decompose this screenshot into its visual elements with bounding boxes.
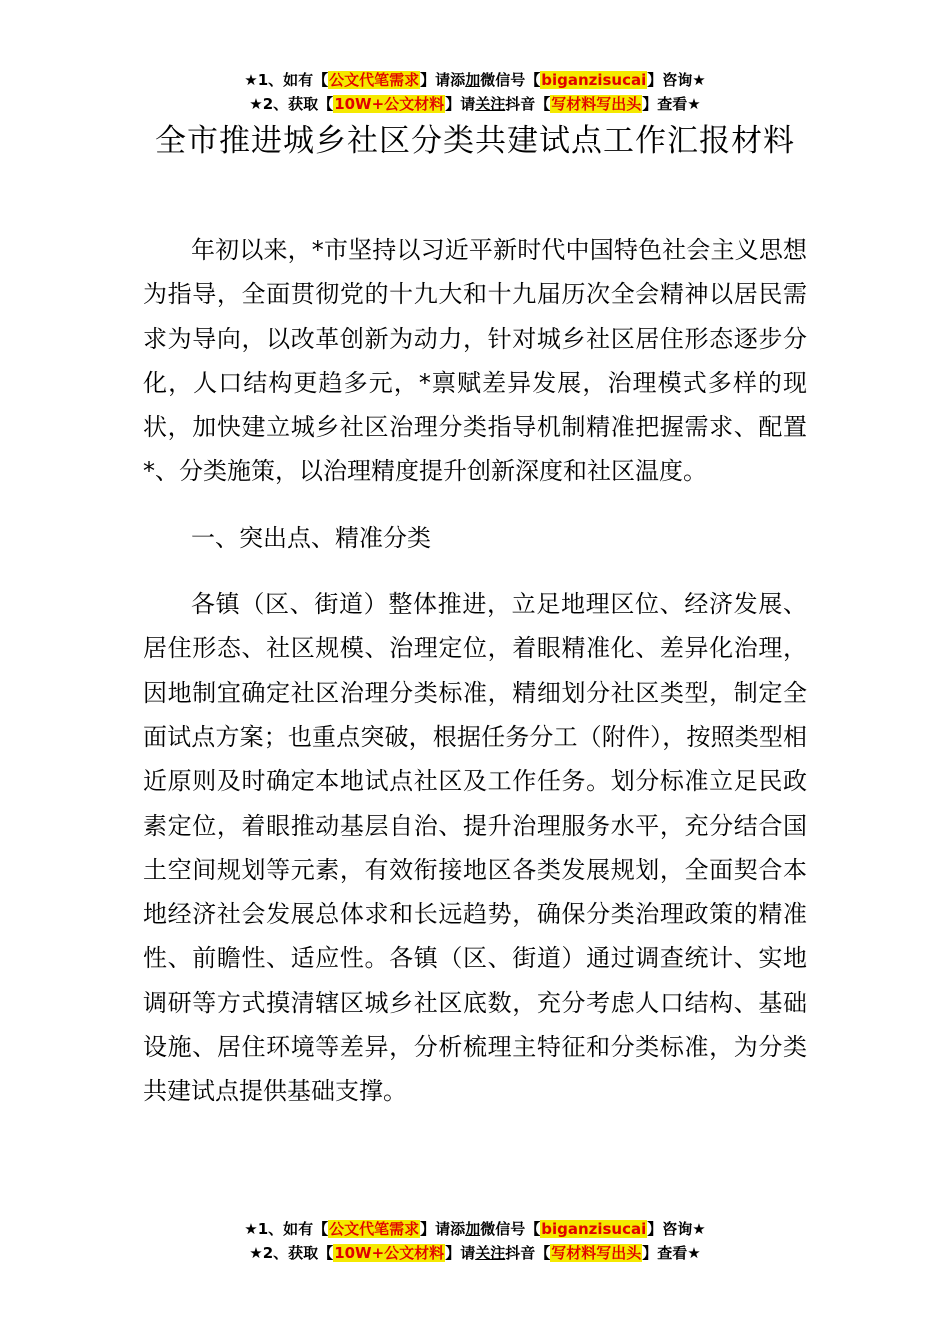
banner-line-2 <box>0 1241 950 1265</box>
section-heading: 一、突出点、精准分类 <box>191 523 431 552</box>
banner-text: 】咨询★ <box>647 1220 706 1238</box>
banner-text-underlined: 关注 <box>475 1244 506 1262</box>
banner-text: ★1、如有【 <box>244 1220 329 1238</box>
banner-line-1 <box>0 68 950 92</box>
banner-line-1 <box>0 1217 950 1241</box>
banner-text: 】查看★ <box>642 95 701 113</box>
banner-text: 】查看★ <box>642 1244 701 1262</box>
highlight-douyin-account: 写材料写出头 <box>551 95 642 113</box>
banner-text: ★1、如有【 <box>244 71 329 89</box>
footer-banner <box>0 1217 950 1265</box>
highlight-ghostwriting: 公文代笔需求 <box>329 71 420 89</box>
banner-text: 微信号【 <box>480 71 541 89</box>
banner-text: 】请 <box>445 1244 476 1262</box>
banner-text: ★2、获取【 <box>249 1244 334 1262</box>
highlight-ghostwriting: 公文代笔需求 <box>329 1220 420 1238</box>
highlight-materials: 10W+公文材料 <box>334 95 445 113</box>
banner-text: 】请 <box>445 95 476 113</box>
banner-text: 抖音【 <box>505 1244 551 1262</box>
banner-text: 】请添 <box>420 71 466 89</box>
banner-line-2 <box>0 92 950 116</box>
header-banner <box>0 68 950 116</box>
highlight-wechat-id: biganzisucai <box>541 71 647 89</box>
highlight-materials: 10W+公文材料 <box>334 1244 445 1262</box>
highlight-douyin-account: 写材料写出头 <box>551 1244 642 1262</box>
document-body <box>143 228 807 1136</box>
section-paragraph: 各镇（区、街道）整体推进，立足地理区位、经济发展、居住形态、社区规模、治理定位，着眼精准化、差异化治理，因地制宜确定社区治理分类标准，精细划分社区类型，制定全面试点方案；也重点突破，根据任务分工（附件），按照类型相近原则及时确定本地试点社区及工作任务。划分标准立足民政素定位，着眼推动基层自治、提升治理服务水平，充分结合国土空间规划等元素，有效衔接地区各类发展规划，全面契合本地经济社会发展总体求和长远趋势，确保分类治理政策的精准性、前瞻性、适应性。各镇（区、街道）通过调查统计、实地调研等方式摸清辖区城乡社区底数，充分考虑人口结构、基础设施、居住环境等差异，分析梳理主特征和分类标准，为分类共建试点提供基础支撑。 <box>143 590 807 1106</box>
banner-text-underlined: 加 <box>465 71 481 89</box>
banner-text: 微信号【 <box>480 1220 541 1238</box>
banner-text: ★2、获取【 <box>249 95 334 113</box>
document-title: 全市推进城乡社区分类共建试点工作汇报材料 <box>155 123 795 159</box>
highlight-wechat-id: biganzisucai <box>541 1220 647 1238</box>
banner-text-underlined: 关注 <box>475 95 506 113</box>
intro-paragraph: 年初以来，*市坚持以习近平新时代中国特色社会主义思想为指导，全面贯彻党的十九大和十九届历次全会精神以居民需求为导向，以改革创新为动力，针对城乡社区居住形态逐步分化，人口结构更趋多元，*禀赋差异发展，治理模式多样的现状，加快建立城乡社区治理分类指导机制精准把握需求、配置*、分类施策，以治理精度提升创新深度和社区温度。 <box>143 236 807 486</box>
banner-text-underlined: 加 <box>465 1220 481 1238</box>
banner-text: 】咨询★ <box>647 71 706 89</box>
banner-text: 】请添 <box>420 1220 466 1238</box>
banner-text: 抖音【 <box>505 95 551 113</box>
